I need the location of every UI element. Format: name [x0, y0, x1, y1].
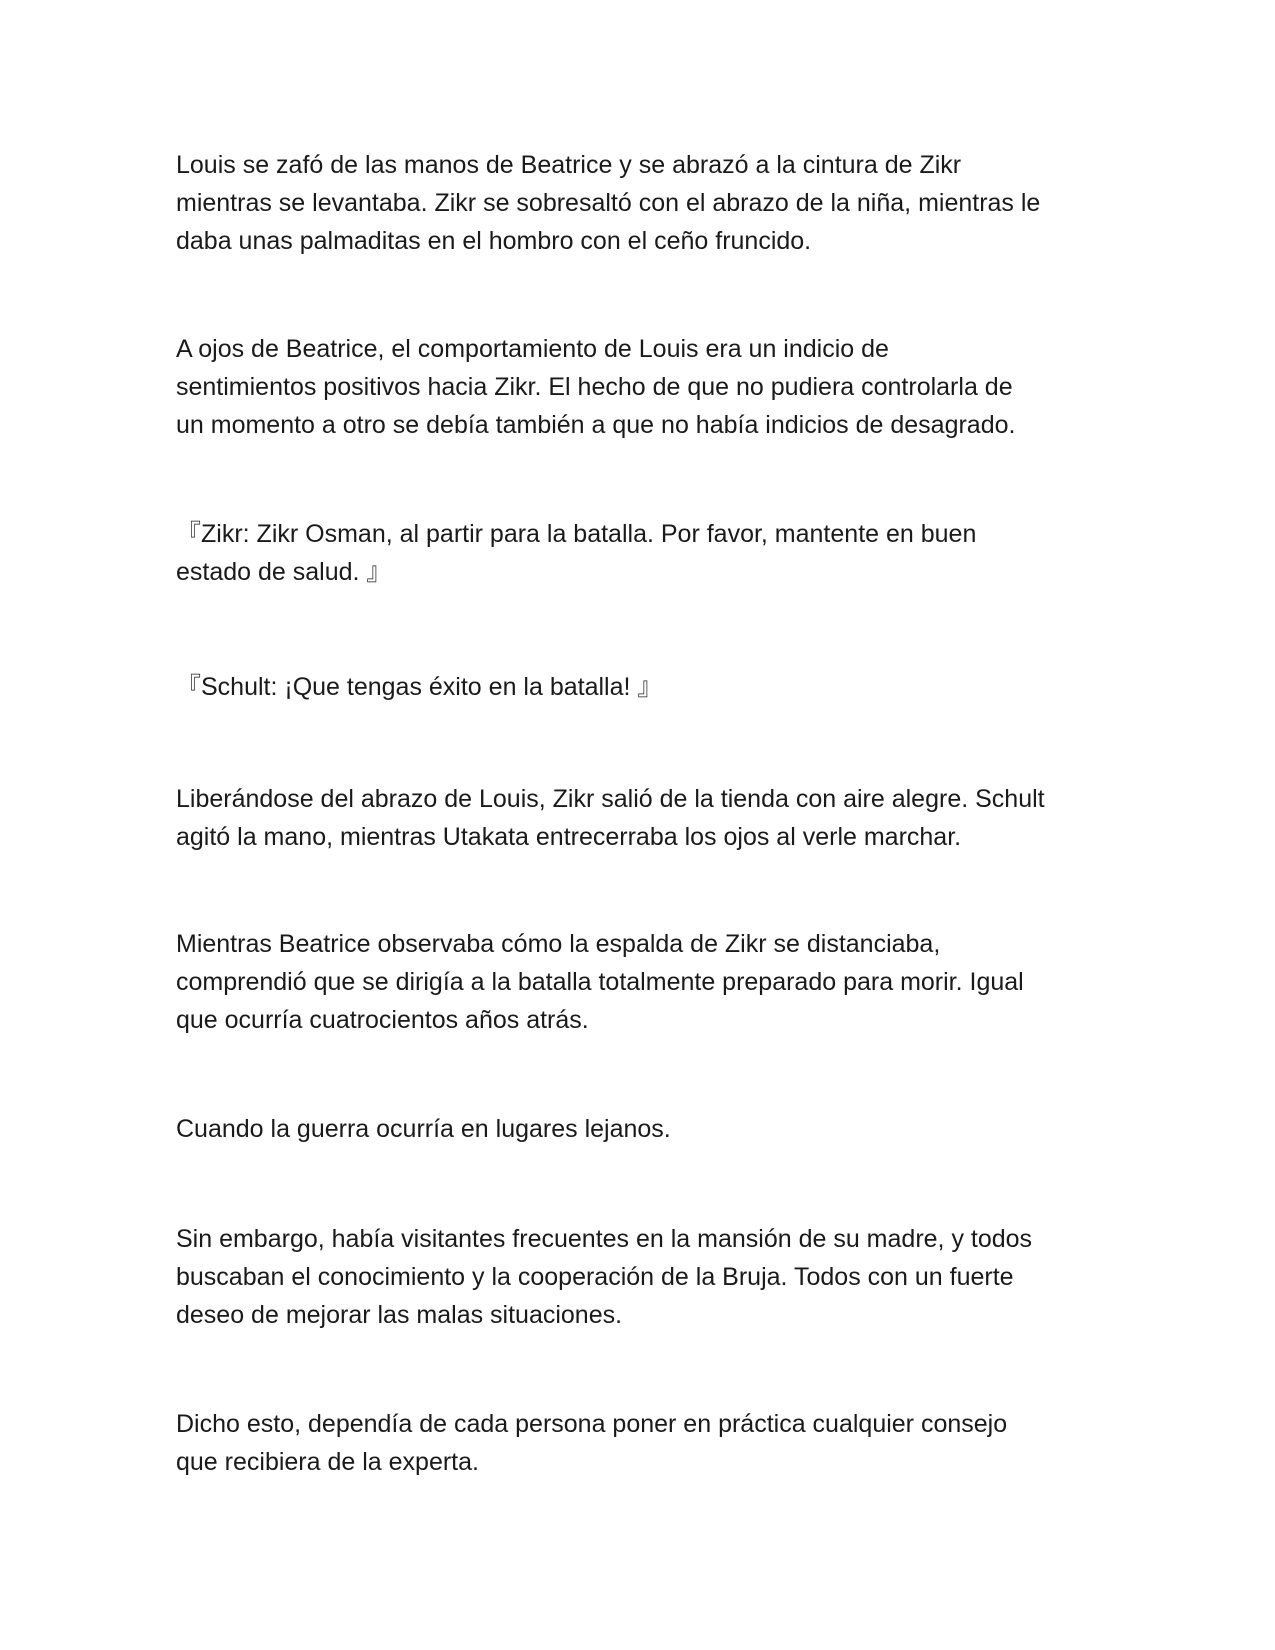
- paragraph-line: Mientras Beatrice observaba cómo la espalda de Zikr se distanciaba,: [176, 930, 941, 958]
- paragraph-line: estado de salud. 』: [176, 558, 392, 586]
- paragraph-line: mientras se levantaba. Zikr se sobresaltó con el abrazo de la niña, mientras le: [176, 189, 1041, 217]
- paragraph-line: Dicho esto, dependía de cada persona poner en práctica cualquier consejo: [176, 1410, 1008, 1438]
- paragraph-line: Liberándose del abrazo de Louis, Zikr salió de la tienda con aire alegre. Schult: [176, 785, 1045, 813]
- paragraph-5: [176, 780, 1106, 856]
- paragraph-line: daba unas palmaditas en el hombro con el ceño fruncido.: [176, 227, 812, 255]
- paragraph-line: que ocurría cuatrocientos años atrás.: [176, 1006, 589, 1034]
- paragraph-line: que recibiera de la experta.: [176, 1448, 479, 1476]
- paragraph-line: 『Schult: ¡Que tengas éxito en la batalla! 』: [176, 673, 663, 701]
- paragraph-line: A ojos de Beatrice, el comportamiento de Louis era un indicio de: [176, 335, 889, 363]
- paragraph-7: [176, 1110, 1106, 1148]
- paragraph-line: Cuando la guerra ocurría en lugares lejanos.: [176, 1115, 671, 1143]
- paragraph-line: Louis se zafó de las manos de Beatrice y se abrazó a la cintura de Zikr: [176, 151, 962, 179]
- paragraph-line: comprendió que se dirigía a la batalla totalmente preparado para morir. Igual: [176, 968, 1024, 996]
- paragraph-line: 『Zikr: Zikr Osman, al partir para la batalla. Por favor, mantente en buen: [176, 520, 977, 548]
- paragraph-3-zikr-dialogue: [176, 515, 1106, 591]
- paragraph-line: sentimientos positivos hacia Zikr. El hecho de que no pudiera controlarla de: [176, 373, 1013, 401]
- paragraph-8: [176, 1220, 1106, 1334]
- paragraph-9: [176, 1405, 1106, 1481]
- paragraph-line: Sin embargo, había visitantes frecuentes en la mansión de su madre, y todos: [176, 1225, 1033, 1253]
- paragraph-4-schult-dialogue: [176, 668, 1106, 706]
- paragraph-line: deseo de mejorar las malas situaciones.: [176, 1301, 623, 1329]
- paragraph-line: un momento a otro se debía también a que no había indicios de desagrado.: [176, 411, 1016, 439]
- paragraph-line: agitó la mano, mientras Utakata entrecerraba los ojos al verle marchar.: [176, 823, 962, 851]
- paragraph-1: [176, 146, 1106, 260]
- paragraph-2: [176, 330, 1106, 444]
- paragraph-6: [176, 925, 1106, 1039]
- paragraph-line: buscaban el conocimiento y la cooperación de la Bruja. Todos con un fuerte: [176, 1263, 1014, 1291]
